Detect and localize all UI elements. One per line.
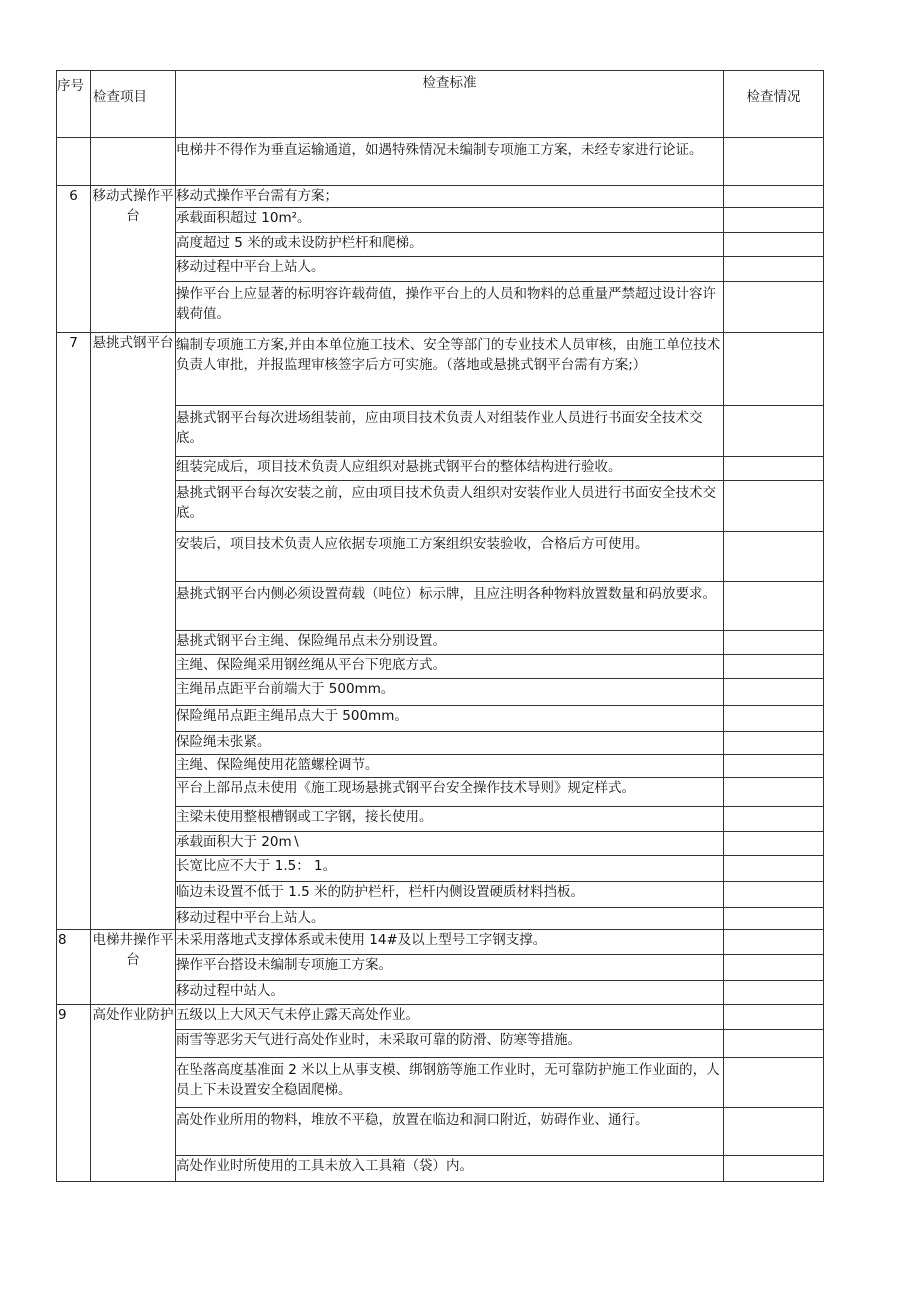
standard-cell: 平台上部吊点未使用《施工现场悬挑式钢平台安全操作技术导则》规定样式。 (176, 778, 724, 807)
header-standard: 检查标准 (176, 71, 724, 138)
result-cell[interactable] (724, 1058, 824, 1108)
standard-cell: 高处作业时所使用的工具未放入工具箱（袋）内。 (176, 1156, 724, 1182)
result-cell[interactable] (724, 631, 824, 655)
standard-cell: 保险绳吊点距主绳吊点大于 500mm。 (176, 706, 724, 732)
result-cell[interactable] (724, 706, 824, 732)
standard-cell: 雨雪等恶劣天气进行高处作业时，未采取可靠的防滑、防寒等措施。 (176, 1030, 724, 1058)
standard-cell: 主绳、保险绳使用花篮螺栓调节。 (176, 755, 724, 778)
standard-cell: 悬挑式钢平台每次安装之前，应由项目技术负责人组织对安装作业人员进行书面安全技术交底。 (176, 481, 724, 532)
table-row (57, 333, 824, 406)
table-row (57, 186, 824, 208)
standard-cell: 五级以上大风天气未停止露天高处作业。 (176, 1005, 724, 1030)
result-cell[interactable] (724, 1108, 824, 1156)
seq-cell: 6 (57, 186, 91, 333)
item-cell: 电梯井操作平台 (91, 930, 176, 1005)
item-cell: 高处作业防护 (91, 1005, 176, 1182)
standard-cell: 移动过程中站人。 (176, 981, 724, 1005)
result-cell[interactable] (724, 856, 824, 882)
inspection-table (56, 70, 824, 1182)
standard-cell: 长宽比应不大于 1.5： 1。 (176, 856, 724, 882)
standard-cell: 保险绳未张紧。 (176, 732, 724, 755)
result-cell[interactable] (724, 679, 824, 706)
result-cell[interactable] (724, 778, 824, 807)
result-cell[interactable] (724, 282, 824, 333)
result-cell[interactable] (724, 186, 824, 208)
result-cell[interactable] (724, 732, 824, 755)
table-row (57, 930, 824, 955)
standard-cell: 主梁未使用整根槽钢或工字钢，接长使用。 (176, 807, 724, 832)
result-cell[interactable] (724, 208, 824, 233)
result-cell[interactable] (724, 532, 824, 582)
result-cell[interactable] (724, 832, 824, 856)
header-item: 检查项目 (91, 71, 176, 138)
result-cell[interactable] (724, 930, 824, 955)
result-cell[interactable] (724, 233, 824, 257)
result-cell[interactable] (724, 138, 824, 186)
seq-cell: 8 (57, 930, 91, 1005)
seq-cell: 9 (57, 1005, 91, 1182)
item-cell: 悬挑式钢平台 (91, 333, 176, 930)
standard-cell: 安装后，项目技术负责人应依据专项施工方案组织安装验收，合格后方可使用。 (176, 532, 724, 582)
standard-cell: 在坠落高度基准面 2 米以上从事支模、绑钢筋等施工作业时，无可靠防护施工作业面的，人员上下未设置安全稳固爬梯。 (176, 1058, 724, 1108)
item-cell: 移动式操作平台 (91, 186, 176, 333)
standard-cell: 悬挑式钢平台主绳、保险绳吊点未分别设置。 (176, 631, 724, 655)
standard-cell: 移动过程中平台上站人。 (176, 908, 724, 930)
result-cell[interactable] (724, 406, 824, 457)
standard-cell: 移动式操作平台需有方案； (176, 186, 724, 208)
standard-cell: 悬挑式钢平台内侧必须设置荷载（吨位）标示牌，且应注明各种物料放置数量和码放要求。 (176, 582, 724, 631)
standard-cell: 编制专项施工方案,并由本单位施工技术、安全等部门的专业技术人员审核，由施工单位技术负责人审批，并报监理审核签字后方可实施。（落地或悬挑式钢平台需有方案;） (176, 333, 724, 406)
result-cell[interactable] (724, 333, 824, 406)
standard-cell: 移动过程中平台上站人。 (176, 257, 724, 282)
standard-cell: 高处作业所用的物料，堆放不平稳，放置在临边和洞口附近，妨碍作业、通行。 (176, 1108, 724, 1156)
result-cell[interactable] (724, 981, 824, 1005)
standard-cell: 临边未设置不低于 1.5 米的防护栏杆，栏杆内侧设置硬质材料挡板。 (176, 882, 724, 908)
seq-cell: 7 (57, 333, 91, 930)
table-row (57, 1005, 824, 1030)
result-cell[interactable] (724, 481, 824, 532)
item-cell (91, 138, 176, 186)
standard-cell: 电梯井不得作为垂直运输通道，如遇特殊情况未编制专项施工方案，未经专家进行论证。 (176, 138, 724, 186)
result-cell[interactable] (724, 655, 824, 679)
standard-cell: 未采用落地式支撑体系或未使用 14#及以上型号工字钢支撑。 (176, 930, 724, 955)
standard-cell: 承载面积超过 10m²。 (176, 208, 724, 233)
result-cell[interactable] (724, 908, 824, 930)
result-cell[interactable] (724, 1156, 824, 1182)
result-cell[interactable] (724, 1030, 824, 1058)
standard-cell: 组装完成后，项目技术负责人应组织对悬挑式钢平台的整体结构进行验收。 (176, 457, 724, 481)
standard-cell: 承载面积大于 20m∖ (176, 832, 724, 856)
result-cell[interactable] (724, 582, 824, 631)
result-cell[interactable] (724, 755, 824, 778)
standard-cell: 主绳、保险绳采用钢丝绳从平台下兜底方式。 (176, 655, 724, 679)
result-cell[interactable] (724, 457, 824, 481)
result-cell[interactable] (724, 807, 824, 832)
standard-cell: 高度超过 5 米的或未设防护栏杆和爬梯。 (176, 233, 724, 257)
header-seq: 序号 (57, 71, 91, 138)
table-row (57, 138, 824, 186)
seq-cell (57, 138, 91, 186)
standard-cell: 操作平台上应显著的标明容许载荷值，操作平台上的人员和物料的总重量严禁超过设计容许载荷值。 (176, 282, 724, 333)
standard-cell: 悬挑式钢平台每次进场组装前，应由项目技术负责人对组装作业人员进行书面安全技术交底。 (176, 406, 724, 457)
header-result: 检查情况 (724, 71, 824, 138)
result-cell[interactable] (724, 1005, 824, 1030)
result-cell[interactable] (724, 257, 824, 282)
result-cell[interactable] (724, 955, 824, 981)
standard-cell: 操作平台搭设未编制专项施工方案。 (176, 955, 724, 981)
header-row (57, 71, 824, 138)
standard-cell: 主绳吊点距平台前端大于 500mm。 (176, 679, 724, 706)
result-cell[interactable] (724, 882, 824, 908)
